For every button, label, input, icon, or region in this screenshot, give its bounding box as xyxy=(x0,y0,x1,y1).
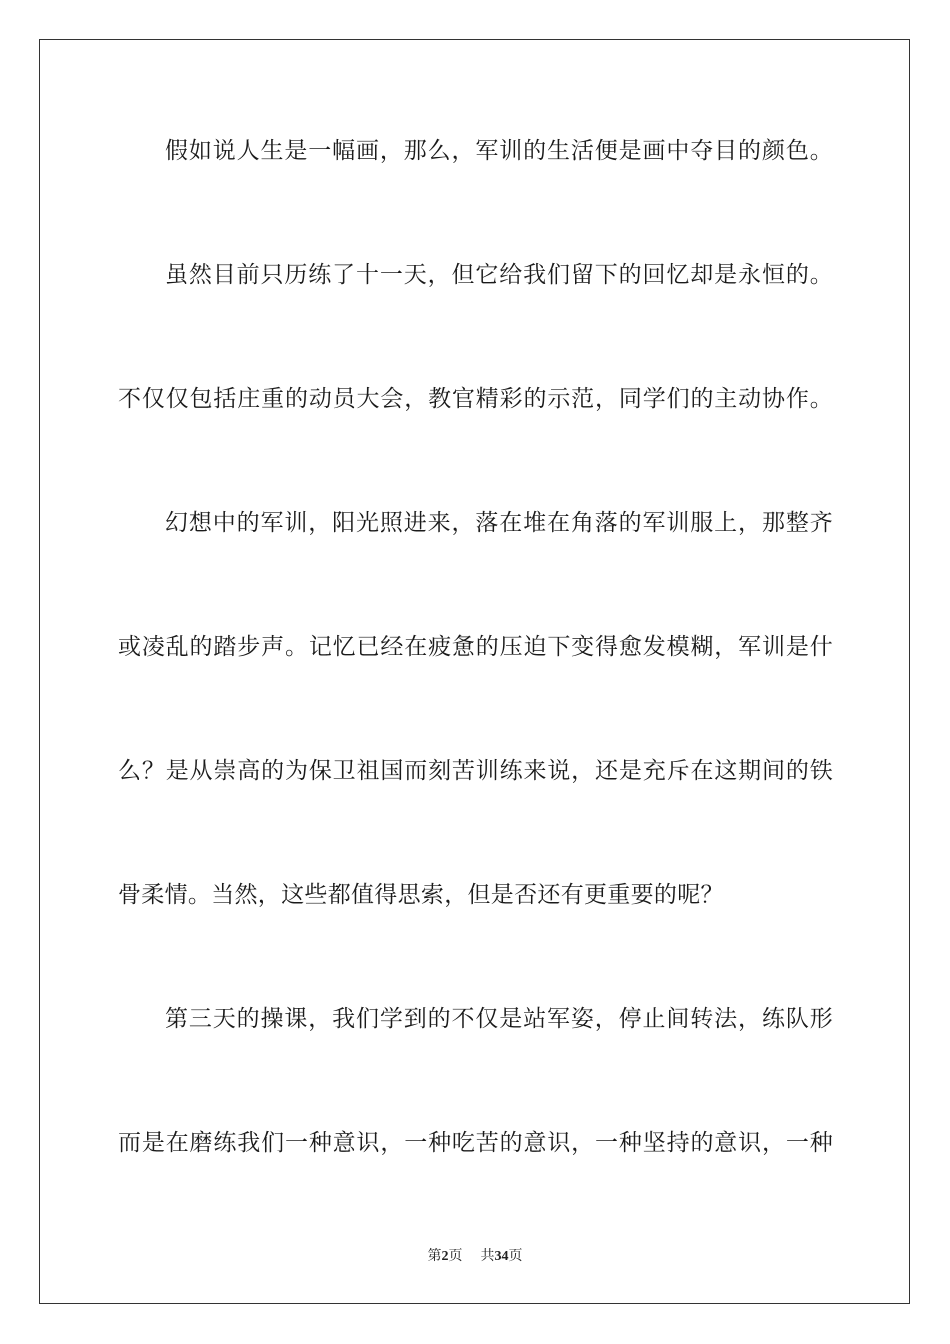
page-suffix: 页 xyxy=(448,1248,463,1264)
paragraph-line: 么？是从崇高的为保卫祖国而刻苦训练来说，还是充斥在这期间的铁 xyxy=(118,758,833,784)
total-pages: 34 xyxy=(494,1249,509,1264)
paragraph-line: 而是在磨练我们一种意识，一种吃苦的意识，一种坚持的意识，一种 xyxy=(118,1130,833,1156)
paragraph-line: 骨柔情。当然，这些都值得思索，但是否还有更重要的呢？ xyxy=(118,882,724,908)
page-footer xyxy=(0,1247,950,1266)
paragraph-line: 虽然目前只历练了十一天，但它给我们留下的回忆却是永恒的。 xyxy=(165,262,833,288)
paragraph-line: 第三天的操课，我们学到的不仅是站军姿，停止间转法，练队形 xyxy=(165,1006,833,1032)
total-prefix: 共 xyxy=(480,1248,495,1264)
page-number: 2 xyxy=(441,1249,449,1264)
paragraph-line: 或凌乱的踏步声。记忆已经在疲惫的压迫下变得愈发模糊，军训是什 xyxy=(118,634,833,660)
total-suffix: 页 xyxy=(508,1248,523,1264)
paragraph-line: 不仅仅包括庄重的动员大会，教官精彩的示范，同学们的主动协作。 xyxy=(118,386,833,412)
paragraph-line: 幻想中的军训，阳光照进来，落在堆在角落的军训服上，那整齐 xyxy=(165,510,833,536)
paragraph-line: 假如说人生是一幅画，那么，军训的生活便是画中夺目的颜色。 xyxy=(165,138,833,164)
page-prefix: 第 xyxy=(427,1248,442,1264)
page-border xyxy=(39,39,910,1304)
